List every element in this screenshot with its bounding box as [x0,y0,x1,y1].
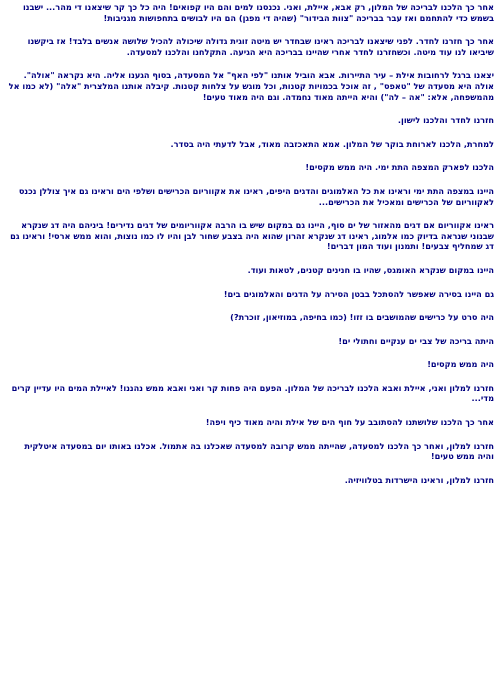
paragraph-italian-restaurant: חזרנו למלון, ואחר כך הלכנו למסעדה, שהייתה ממש קרובה למסעדה שאכלנו בה אתמול. אכלנו באותו יום במסעדה איטלקית והיה ממש טעים! [24,440,494,462]
paragraph-shark-movie: היה סרט על כרישים שהמושבים בו זזו! (כמו בחיפה, במוזיאון, זוכרת?) [230,312,494,323]
paragraph-tv: חזרנו למלון, וראינו הישרדות בטלוויזיה. [344,474,494,485]
paragraph-breakfast: למחרת, הלכנו לארוחת בוקר של המלון. אמא התאכזבה מאוד, אבל לדעתי היה בסדר. [170,138,494,149]
paragraph-beach: אחר כך הלכנו שלושתנו להסתובב על חוף הים של אילת והיה מאוד כיף ויפה! [205,417,494,428]
paragraph-room-bed: אחר כך חזרנו לחדר. לפני שיצאנו לבריכה ראינו שבחדר יש מיטה זוגית גדולה שיכולה להכיל שלושה אנשים בלבד! אז ביקשנו שיביאו לנו עוד מיטה. וכשחזרנו לחדר אחרי שהיינו בבריכה היא הגיעה. התקלחנו והלכנו למסעדה. [27,36,494,57]
paragraph-pool-visit: אחר כך הלכנו לבריכה של המלון, רק אבא, איילת, ואני. נכנסנו למים והם היו קפואים! היה כל כך קר שיצאנו די מהר... ישבנו בשמש כדי להתחמם ואז עבר בבריכה "צוות הבידור" (שהיה די מפגן) הם היו לבושים בתחפושות מגניבות! [22,2,494,23]
paragraph-restaurant-ola: יצאנו ברגל לרחובות אילת – עיר התיירות. אבא הוביל אותנו "לפי האף" אל המסעדה, בסוף הגענו אליה. היא נקראה "אולה". אולה היא מסעדה של "טאפס" , זה אוכל בכמויות קטנות, וכל מוגש על צלחות קטנות. קיבלה אותנו המלצרית "אלה" (לא כמו אל מהמשפחה, אלא: "אה – לה") והיא הייתה מאוד נחמדה. וגם היה מאוד טעים! [8,70,494,102]
paragraph-boat: גם היינו בסירה שאפשר להסתכל בבטן הסירה על הדגים והאלמוגים בים! [223,288,494,299]
paragraph-hotel-pool: חזרנו למלון ואני, איילת ואבא הלכנו לבריכה של המלון. הפעם היה פחות קר ואני ואבא ממש נהננו! לאיילת המים היו עדיין קרים מדי... [11,382,494,404]
paragraph-turtle-pool: היתה בריכה של צבי ים ענקיים וחתולי ים! [338,335,494,346]
paragraph-observatory: הלכנו לפארק המצפה התת ימי. היה ממש מקסים! [305,162,494,173]
paragraph-lovely: היה ממש מקסים! [427,359,494,370]
paragraph-small-animals: היינו במקום שנקרא האומגס, שהיו בו חנינים קטנים, לטאות ועוד. [247,264,494,275]
paragraph-sleep: חזרנו לחדר והלכנו לישון. [397,115,494,126]
paragraph-sharks: היינו במצפה התת ימי וראינו את כל האלמוגים והדגים היפים, ראינו את אקווריום הכרישים ושלפי הים וראינו גם איך צוללן נכנס לאקווריום של הכרישים ומאכיל את הכרישים... [18,185,494,207]
paragraph-aquariums: ראינו אקווריום אם דגים מהאזור של ים סוף, היינו גם במקום שיש בו הרבה אקווריומים של דגים נדירים! ביניהם היה דג שנקרא שבנוני שנראה בדיוק כמו אלמוג, ראינו דג שנקרא זהרון שהוא היה בצבע שחור לבן והיו לו כמו נוצות, והוא ממש ארסי! וראינו גם דג שמחליף צבעים! ותמנון ועוד המון דברים! [10,220,494,252]
